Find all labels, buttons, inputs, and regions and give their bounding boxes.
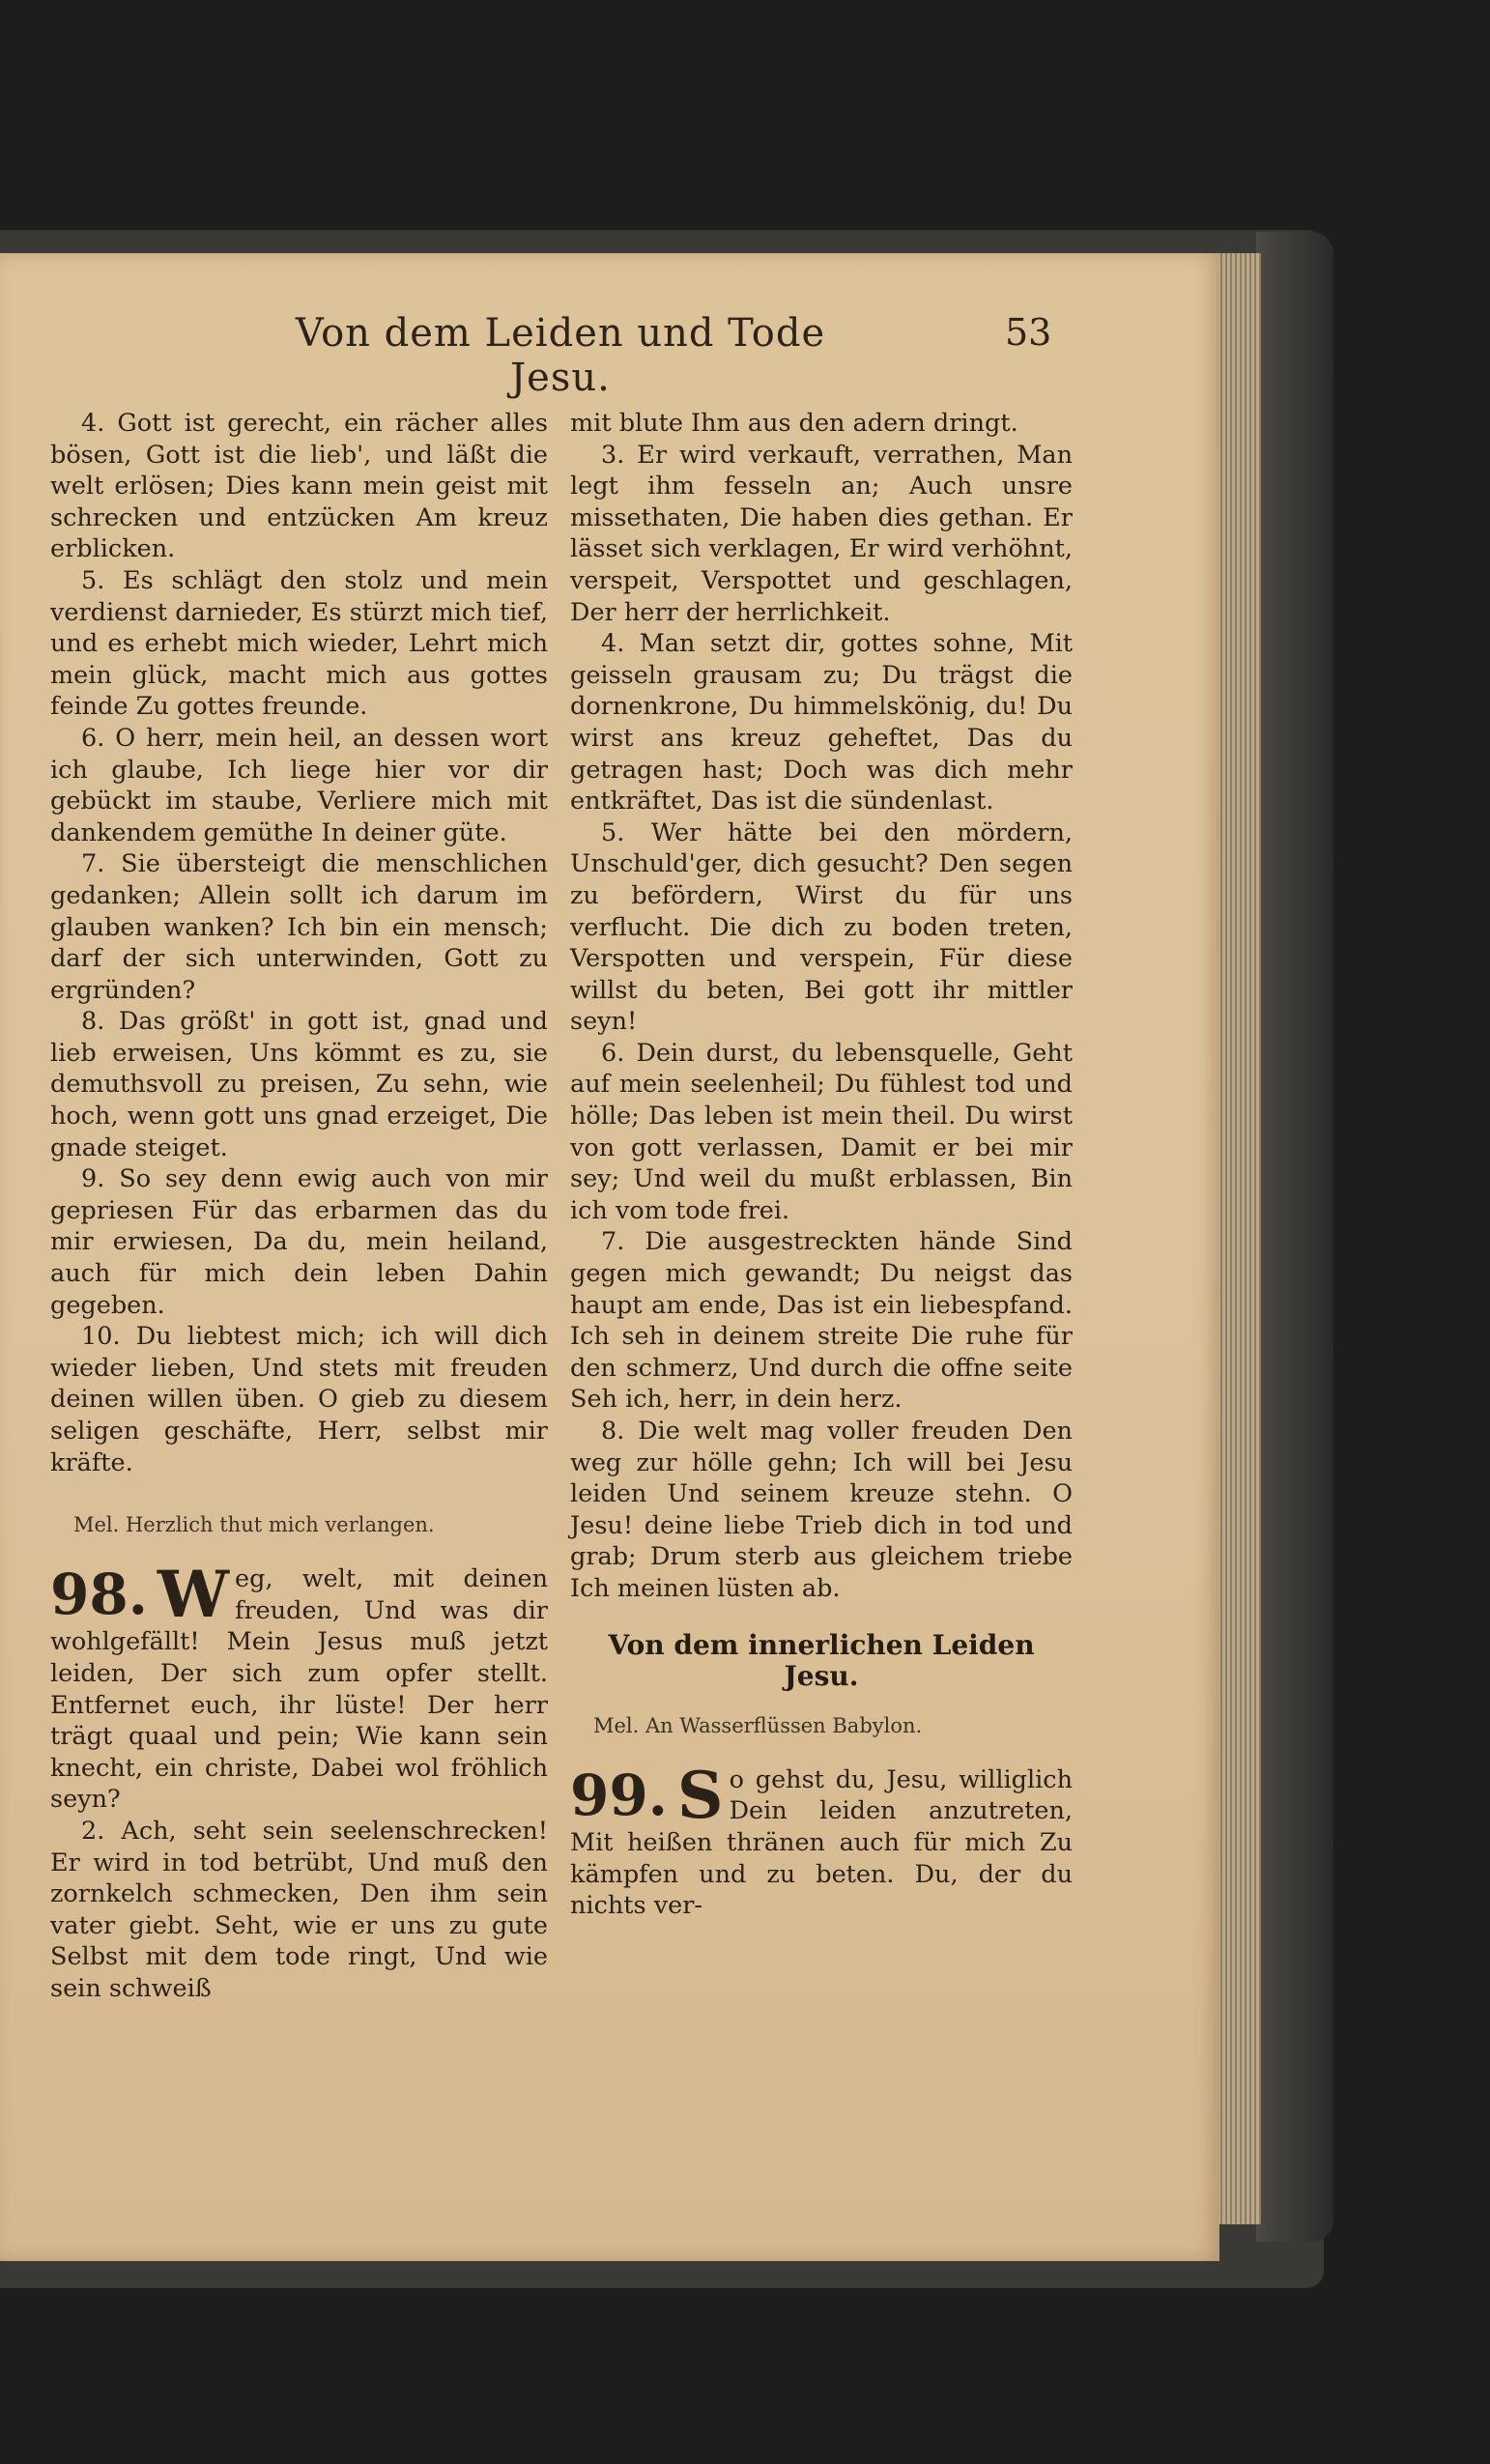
verse-7: 7. Sie übersteigt die menschlichen gedanken; Allein sollt ich darum im glauben wanken? Ich bin ein mensch; darf der sich unterwinden, Gott zu ergründen? (50, 849, 548, 1005)
hymn-98-verse-2: 2. Ach, seht sein seelenschrecken! Er wird in tod betrübt, Und muß den zornkelch schmecken, Den ihm sein vater giebt. Seht, wie er uns zu gute Selbst mit dem tode ringt, Und wie sein schweiß (50, 1816, 548, 2003)
hymn-98-text: eg, welt, mit deinen freuden, Und was dir wohlgefällt! Mein Jesus muß jetzt leiden, Der sich zum opfer stellt. Entfernet euch, ihr lüste! Der herr trägt quaal und pein; Wie kann sein knecht, ein christe, Dabei wol fröhlich seyn? (50, 1564, 548, 1815)
page-number: 53 (1005, 311, 1052, 354)
hymn-number-99: 99. (570, 1762, 668, 1828)
verse-6: 6. O herr, mein heil, an dessen wort ich glaube, Ich liege hier vor dir gebückt im staube, Verliere mich mit dankendem gemüthe In deiner güte. (50, 723, 548, 847)
verse-4: 4. Gott ist gerecht, ein rächer alles bösen, Gott ist die lieb', und läßt die welt erlösen; Dies kann mein geist mit schrecken und entzücken Am kreuz erblicken. (50, 409, 548, 564)
dropcap-99: S (676, 1757, 724, 1833)
verse-8-right: 8. Die welt mag voller freuden Den weg zur hölle gehn; Ich will bei Jesu leiden Und seinem kreuze stehn. O Jesu! deine liebe Trieb dich in tod und grab; Drum sterb aus gleichem triebe Ich meinen lüsten ab. (570, 1417, 1073, 1603)
verse-10: 10. Du liebtest mich; ich will dich wieder lieben, Und stets mit freuden deinen willen üben. O gieb zu diesem seligen geschäfte, Herr, selbst mir kräfte. (50, 1322, 548, 1477)
verse-continuation: mit blute Ihm aus den adern dringt. (570, 409, 1018, 438)
melody-98: Mel. Herzlich thut mich verlangen. (73, 1513, 435, 1537)
verse-4-right: 4. Man setzt dir, gottes sohne, Mit geisseln grausam zu; Du trägst die dornenkrone, Du himmelskönig, du! Du wirst ans kreuz geheftet, Das du getragen hast; Doch was dich mehr entkräftet, Das ist die sündenlast. (570, 629, 1073, 817)
verse-5-right: 5. Wer hätte bei den mördern, Unschuld'ger, dich gesucht? Den segen zu befördern, Wirst du für uns verflucht. Die dich zu boden treten, Verspotten und verspein, Für diese willst du beten, Bei gott ihr mittler seyn! (570, 817, 1073, 1037)
dropcap-98: W (157, 1557, 230, 1633)
hymn-number-98: 98. (50, 1561, 148, 1628)
hymn-99 (570, 1757, 1073, 1922)
hymn-99-text: o gehst du, Jesu, williglich Dein leiden anzutreten, Mit heißen thränen auch für mich Zu kämpfen und zu beten. Du, der du nichts ver- (570, 1764, 1073, 1921)
verse-8: 8. Das größt' in gott ist, gnad und lieb erweisen, Uns kömmt es zu, sie demuthsvoll zu preisen, Zu sehn, wie hoch, wenn gott uns gnad erzeiget, Die gnade steiget. (50, 1007, 548, 1162)
verse-3: 3. Er wird verkauft, verrathen, Man legt ihm fesseln an; Auch unsre missethaten, Die haben dies gethan. Er lässet sich verklagen, Er wird verhöhnt, verspeit, Verspottet und geschlagen, Der herr der herrlichkeit. (570, 440, 1073, 627)
left-column (50, 408, 548, 2005)
section-title: Von dem innerlichen Leiden Jesu. (608, 1628, 1035, 1693)
page-header (0, 311, 1219, 400)
verse-6-right: 6. Dein durst, du lebensquelle, Geht auf mein seelenheil; Du fühlest tod und hölle; Das leben ist mein theil. Du wirst von gott verlassen, Damit er bei mir sey; Und weil du mußt erblassen, Bin ich vom tode frei. (570, 1038, 1073, 1225)
verse-9: 9. So sey denn ewig auch von mir gepriesen Für das erbarmen das du mir erwiesen, Da du, mein heiland, auch für mich dein leben Dahin gegeben. (50, 1164, 548, 1320)
hymn-98 (50, 1557, 548, 1816)
right-column (570, 408, 1073, 1922)
book-page (0, 253, 1219, 2261)
melody-99: Mel. An Wasserflüssen Babylon. (593, 1713, 923, 1737)
verse-7-right: 7. Die ausgestreckten hände Sind gegen mich gewandt; Du neigst das haupt am ende, Das ist ein liebespfand. Ich seh in deinem streite Die ruhe für den schmerz, Und durch die offne seite Seh ich, herr, in dein herz. (570, 1227, 1073, 1415)
page-edges (1213, 253, 1261, 2224)
book-spine-edge (1256, 232, 1333, 2242)
verse-5: 5. Es schlägt den stolz und mein verdienst darnieder, Es stürzt mich tief, und es erhebt mich wieder, Lehrt mich mein glück, macht mich aus gottes feinde Zu gottes freunde. (50, 565, 548, 722)
running-title: Von dem Leiden und Tode Jesu. (295, 311, 826, 400)
